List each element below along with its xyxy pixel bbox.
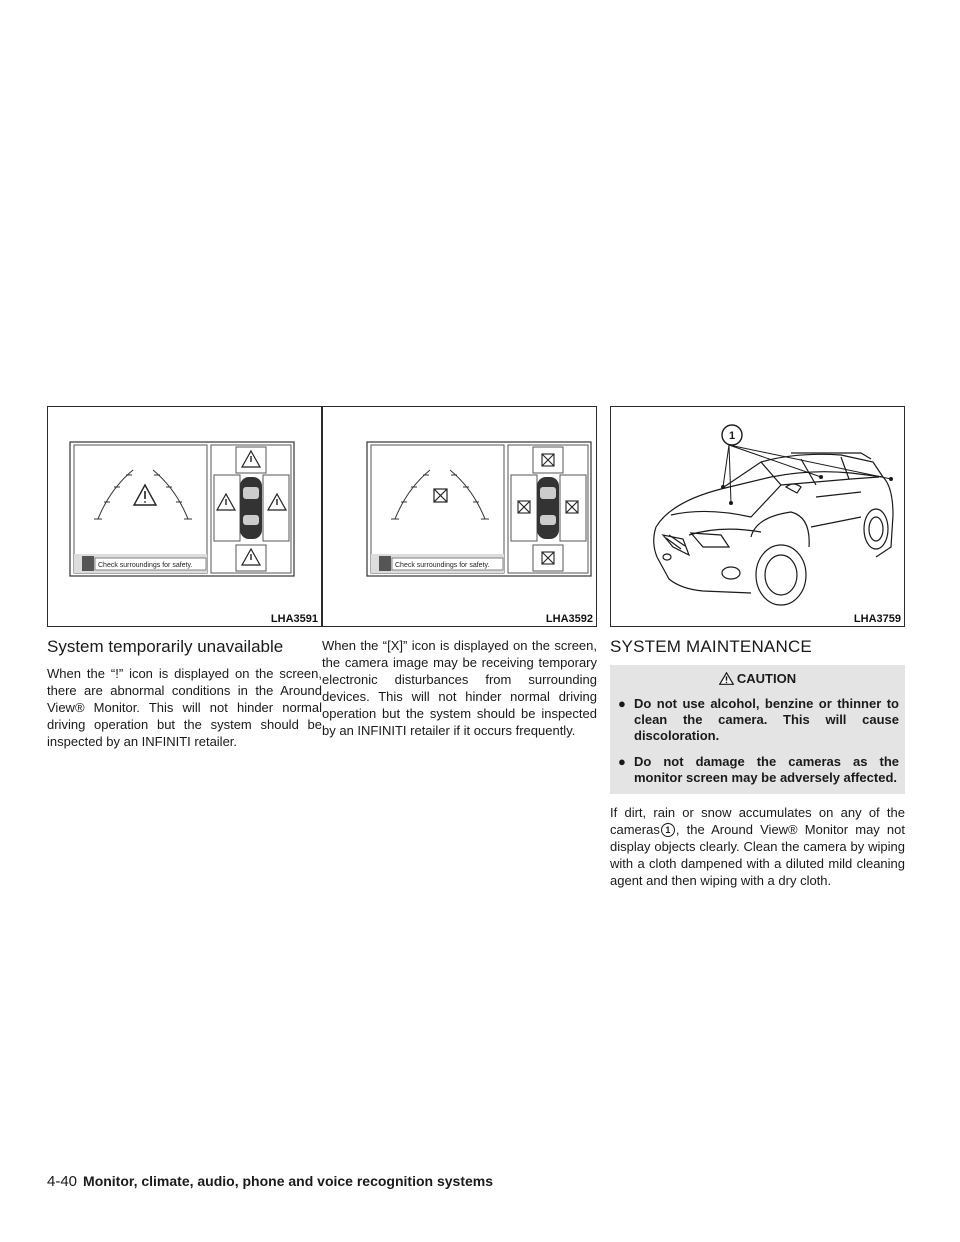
caution-warning-icon [719,672,734,688]
bullet: ● [618,696,626,711]
figure-label: LHA3592 [545,613,593,625]
caution-item-text: Do not use alcohol, benzine or thinner to clean the camera. This will cause discoloration. [634,696,899,743]
page-footer [47,1173,493,1190]
callout-number: 1 [728,430,736,442]
body-paragraph: When the “!” icon is displayed on the screen, there are abnormal conditions in the Around View® Monitor. This will not hinder normal driving operation but the system should be inspected by an INFINITI retailer. [47,666,322,749]
page-number: 4-40 [47,1173,78,1190]
figure-camera-locations [610,406,905,627]
bullet: ● [618,754,626,769]
maintenance-text-start: If dirt, rain or snow accumulates on any of the cameras [610,805,905,837]
banner-text: Check surroundings for safety. [395,562,490,569]
caution-title [616,671,899,688]
maintenance-paragraph [610,804,905,889]
caution-box [610,665,905,794]
monitor-interference-illustration [323,407,610,626]
figure-interference-icons [322,406,597,627]
chapter-title: Monitor, climate, audio, phone and voice recognition systems [83,1173,493,1189]
caution-item [616,696,899,744]
camera-error-icon [434,489,447,502]
column-1 [47,406,322,750]
section-heading: SYSTEM MAINTENANCE [610,637,812,656]
figure-label: LHA3591 [270,613,318,625]
maintenance-text-end: , the Around View® Monitor may not display objects clearly. Clean the camera by wiping with a cloth dampened with a diluted mild cleaning agent and then wiping with a dry cloth. [610,822,905,888]
column-3 [610,406,905,889]
monitor-warning-illustration [48,407,321,626]
vehicle-camera-illustration [611,407,904,626]
caution-item [616,754,899,786]
figure-warning-icons [47,406,322,627]
caution-item-text: Do not damage the cameras as the monitor screen may be adversely affected. [634,754,899,785]
figure-label: LHA3759 [853,613,901,625]
section-heading: System temporarily unavailable [47,637,284,656]
column-2 [322,406,597,739]
body-paragraph: When the “[X]” icon is displayed on the screen, the camera image may be receiving temporary electronic disturbances from surrounding devices. This will not hinder normal driving operation but the system should be inspected by an INFINITI retailer if it occurs frequently. [322,638,597,738]
circled-number: 1 [661,823,675,837]
banner-text: Check surroundings for safety. [98,562,193,569]
caution-label: CAUTION [736,671,797,686]
